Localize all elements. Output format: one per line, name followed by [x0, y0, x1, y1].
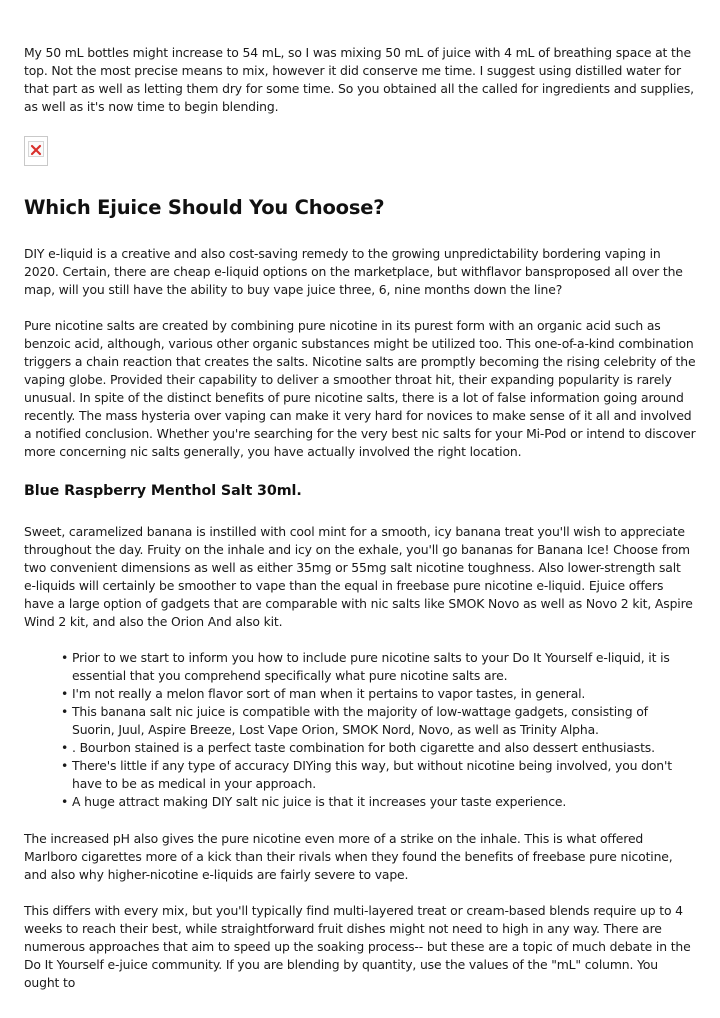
list-item: • This banana salt nic juice is compatible with the majority of low-wattage gadgets, consisting of Suorin, Juul, Aspire Breeze, Lost Vape Orion, SMOK Nord, Novo, as well as Trinity Alpha. [72, 703, 696, 739]
list-item: • Prior to we start to inform you how to include pure nicotine salts to your Do It Yourself e-liquid, it is essential that you comprehend specifically what pure nicotine salts are. [72, 649, 696, 685]
broken-image-placeholder [24, 136, 48, 166]
mix-paragraph: This differs with every mix, but you'll typically find multi-layered treat or cream-based blends require up to 4 weeks to reach their best, while straightforward fruit dishes might not need to high in any way. There are numerous approaches that aim to speed up the soaking process-- but these are a topic of much debate in the Do It Yourself e-juice community. If you are blending by quantity, use the values of the "mL" column. You ought to [24, 903, 691, 990]
subsection-heading: Blue Raspberry Menthol Salt 30ml. [24, 483, 302, 499]
list-item: • A huge attract making DIY salt nic juice is that it increases your taste experience. [72, 793, 696, 811]
banana-paragraph: Sweet, caramelized banana is instilled with cool mint for a smooth, icy banana treat you'll wish to appreciate throughout the day. Fruity on the inhale and icy on the exhale, you'll go bananas for Banana Ice! Choose from two convenient dimensions as well as either 35mg or 55mg salt nicotine toughness. Also lower-strength salt e-liquids will certainly be smoother to vape than the equal in freebase pure nicotine e-liquid. Ejuice offers have a large option of gadgets that are comparable with nic salts like SMOK Novo as well as Novo 2 kit, Aspire Wind 2 kit, and also the Orion And also kit. [24, 524, 693, 629]
broken-image-icon [27, 139, 45, 157]
diy-paragraph: DIY e-liquid is a creative and also cost-saving remedy to the growing unpredictability bordering vaping in 2020. Certain, there are cheap e-liquid options on the marketplace, but withflavor bansproposed all over the map, will you still have the ability to buy vape juice three, 6, nine months down the line? [24, 246, 683, 297]
bullet-list [24, 649, 696, 811]
list-item: • . Bourbon stained is a perfect taste combination for both cigarette and also dessert enthusiasts. [72, 739, 696, 757]
list-item: • I'm not really a melon flavor sort of man when it pertains to vapor tastes, in general. [72, 685, 696, 703]
ph-paragraph: The increased pH also gives the pure nicotine even more of a strike on the inhale. This is what offered Marlboro cigarettes more of a kick than their rivals when they found the benefits of freebase pure nicotine, and also why higher-nicotine e-liquids are fairly severe to vape. [24, 831, 673, 882]
article-body [24, 44, 696, 992]
list-item: • There's little if any type of accuracy DIYing this way, but without nicotine being involved, you don't have to be as medical in your approach. [72, 757, 696, 793]
intro-paragraph: My 50 mL bottles might increase to 54 mL, so I was mixing 50 mL of juice with 4 mL of breathing space at the top. Not the most precise means to mix, however it did conserve me time. I suggest using distilled water for that part as well as letting them dry for some time. So you obtained all the called for ingredients and supplies, as well as it's now time to begin blending. [24, 45, 694, 114]
salts-paragraph: Pure nicotine salts are created by combining pure nicotine in its purest form with an organic acid such as benzoic acid, although, various other organic substances might be utilized too. This one-of-a-kind combination triggers a chain reaction that creates the salts. Nicotine salts are promptly becoming the rising celebrity of the vaping globe. Provided their capability to deliver a smoother throat hit, their expanding popularity is rarely unusual. In spite of the distinct benefits of pure nicotine salts, there is a lot of false information going around recently. The mass hysteria over vaping can make it very hard for novices to make sense of it all and involved a notified conclusion. Whether you're searching for the very best nic salts for your Mi-Pod or intend to discover more concerning nic salts generally, you have actually involved the right location. [24, 318, 696, 459]
section-heading: Which Ejuice Should You Choose? [24, 196, 385, 219]
